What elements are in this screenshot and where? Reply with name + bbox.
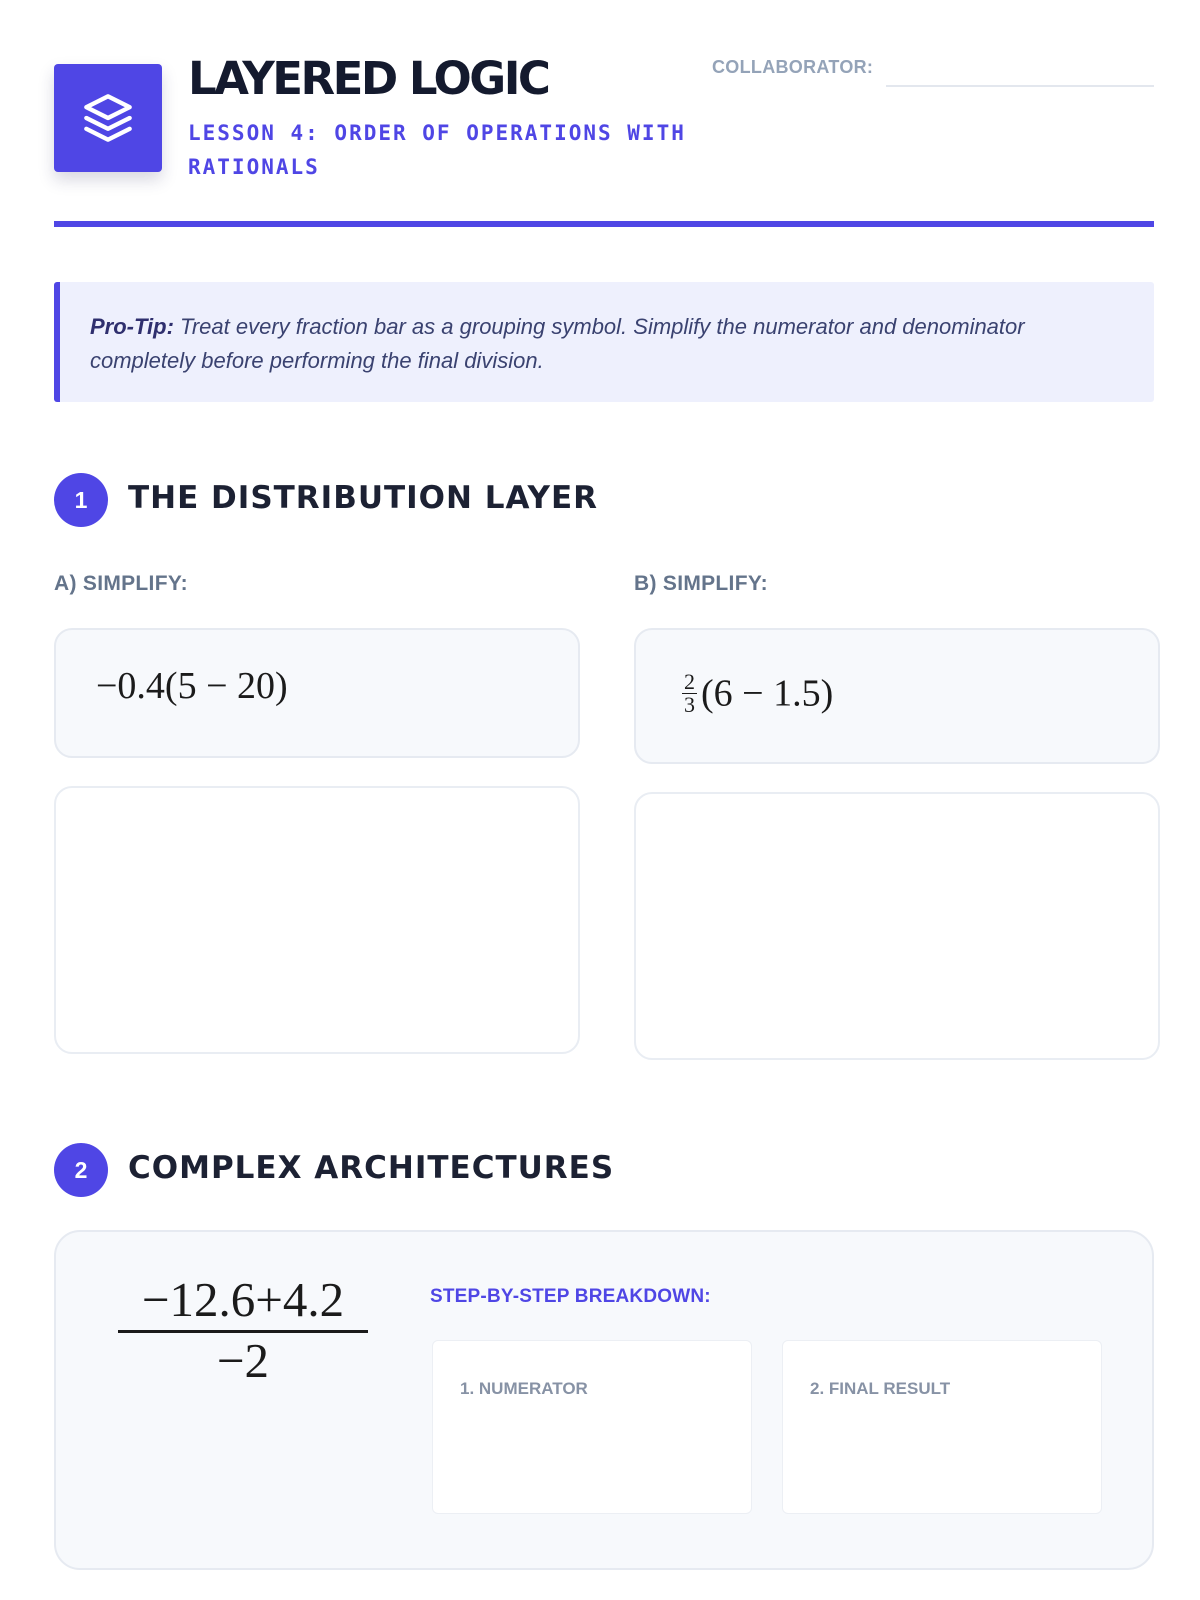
logo-badge [54, 64, 162, 172]
section-2-title: COMPLEX ARCHITECTURES [128, 1150, 615, 1186]
step-final-result-box[interactable] [782, 1340, 1102, 1514]
pro-tip-label: Pro-Tip: [90, 314, 174, 339]
problem-a-expression: −0.4(5 − 20) [96, 665, 288, 707]
pro-tip-text: Treat every fraction bar as a grouping symbol. Simplify the numerator and denominator completely before performing the final division. [90, 314, 1025, 373]
header-divider [54, 221, 1154, 227]
problem-b-label: B) SIMPLIFY: [634, 572, 768, 595]
problem-b-expression [682, 668, 833, 716]
problem-b-expression-rest: (6 − 1.5) [701, 672, 834, 715]
pro-tip-callout [54, 282, 1154, 402]
complex-numerator: −12.6+4.2 [118, 1272, 368, 1333]
problem-b-fraction [682, 668, 697, 717]
section-1-title: THE DISTRIBUTION LAYER [128, 480, 599, 516]
step-final-result-label: 2. FINAL RESULT [810, 1379, 951, 1398]
complex-expression [118, 1272, 368, 1389]
breakdown-label: STEP-BY-STEP BREAKDOWN: [430, 1286, 711, 1307]
collaborator-field[interactable] [886, 85, 1154, 87]
problem-a-work-area[interactable] [54, 786, 580, 1054]
problem-b-fraction-denominator: 3 [684, 691, 695, 717]
step-numerator-label: 1. NUMERATOR [460, 1379, 588, 1398]
brand-title: LAYERED LOGIC [188, 52, 549, 105]
complex-denominator: −2 [216, 1333, 270, 1388]
lesson-subtitle: LESSON 4: ORDER OF OPERATIONS WITH RATIONALS [188, 121, 686, 179]
layers-icon [82, 92, 134, 144]
section-2-badge: 2 [54, 1143, 108, 1197]
problem-b-work-area[interactable] [634, 792, 1160, 1060]
section-1-badge: 1 [54, 473, 108, 527]
problem-b-fraction-numerator: 2 [684, 668, 695, 694]
problem-a-label: A) SIMPLIFY: [54, 572, 188, 595]
step-numerator-box[interactable] [432, 1340, 752, 1514]
collaborator-label: COLLABORATOR: [712, 57, 874, 77]
